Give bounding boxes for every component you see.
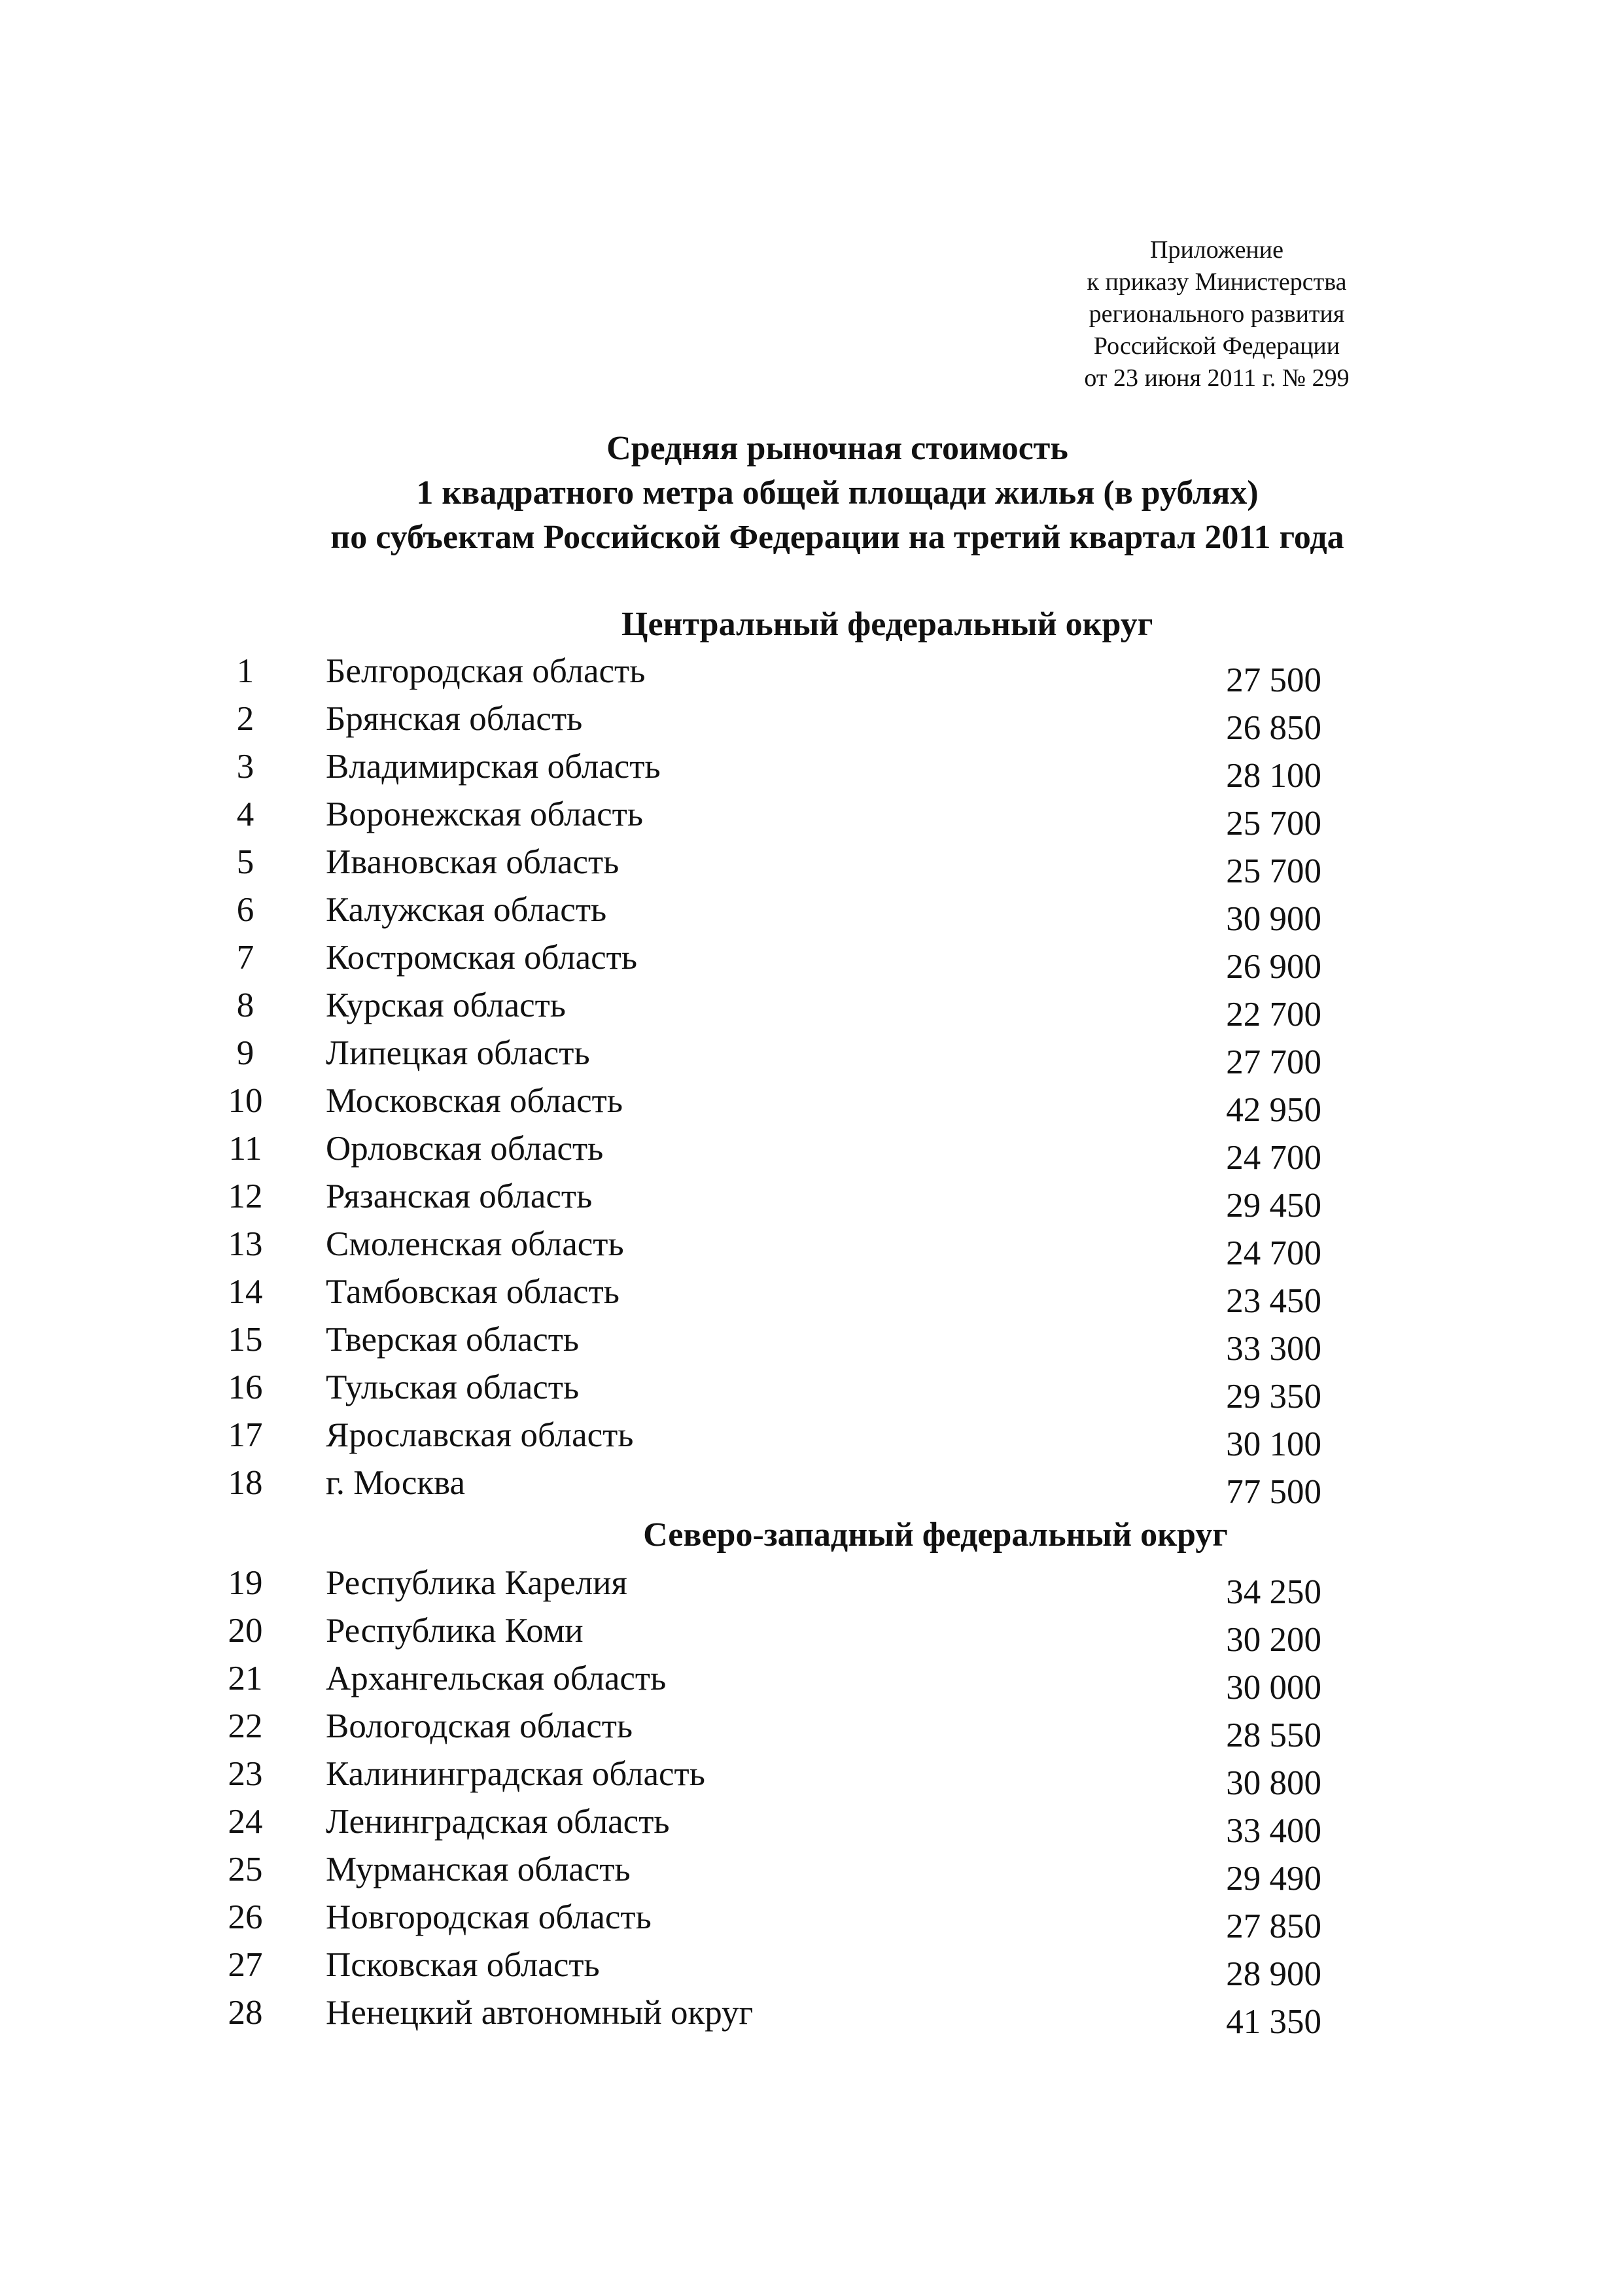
document-title — [196, 426, 1478, 560]
row-number: 11 — [228, 1130, 262, 1168]
region-name: Архангельская область — [326, 1660, 667, 1697]
region-name: Московская область — [326, 1082, 623, 1120]
row-number: 18 — [228, 1464, 263, 1502]
row-number: 9 — [236, 1034, 254, 1072]
region-name: Липецкая область — [326, 1034, 590, 1072]
table-row — [0, 795, 1623, 843]
section-title-northwest: Северо-западный федеральный округ — [643, 1516, 1228, 1554]
price-value: 25 700 — [1226, 852, 1321, 890]
row-number: 23 — [228, 1755, 263, 1793]
region-name: Псковская область — [326, 1946, 600, 1984]
row-number: 20 — [228, 1612, 263, 1650]
price-value: 30 000 — [1226, 1669, 1321, 1707]
row-number: 13 — [228, 1225, 263, 1263]
table-row — [0, 1368, 1623, 1416]
region-name: Костромская область — [326, 939, 637, 977]
region-name: Ивановская область — [326, 843, 620, 881]
row-number: 7 — [236, 939, 254, 977]
price-value: 25 700 — [1226, 805, 1321, 843]
price-value: 24 700 — [1226, 1139, 1321, 1177]
region-name: Брянская область — [326, 700, 583, 738]
table-row — [0, 843, 1623, 890]
region-name: Калужская область — [326, 891, 607, 929]
row-number: 15 — [228, 1321, 263, 1359]
price-value: 30 100 — [1226, 1425, 1321, 1463]
price-value: 28 900 — [1226, 1955, 1321, 1993]
region-name: Курская область — [326, 986, 566, 1024]
price-value: 26 850 — [1226, 709, 1321, 747]
price-value: 27 700 — [1226, 1043, 1321, 1081]
price-value: 22 700 — [1226, 996, 1321, 1034]
region-name: Тульская область — [326, 1368, 580, 1406]
table-row — [0, 1320, 1623, 1368]
table-row — [0, 652, 1623, 699]
row-number: 24 — [228, 1803, 263, 1841]
price-value: 24 700 — [1226, 1234, 1321, 1272]
appendix-block — [1053, 234, 1380, 394]
region-name: Ненецкий автономный округ — [326, 1994, 754, 2032]
row-number: 4 — [236, 795, 254, 833]
price-value: 29 490 — [1226, 1860, 1321, 1898]
row-number: 19 — [228, 1564, 263, 1602]
table-row — [0, 1034, 1623, 1081]
region-name: Белгородская область — [326, 652, 646, 690]
table-row — [0, 890, 1623, 938]
table-row — [0, 1659, 1623, 1707]
table-row — [0, 1225, 1623, 1272]
row-number: 2 — [236, 700, 254, 738]
price-value: 33 400 — [1226, 1812, 1321, 1850]
table-row — [0, 1898, 1623, 1945]
region-name: Калининградская область — [326, 1755, 705, 1793]
table-row — [0, 1611, 1623, 1659]
appendix-line: к приказу Министерства — [1087, 268, 1347, 296]
table-row — [0, 1707, 1623, 1754]
region-name: г. Москва — [326, 1464, 466, 1502]
row-number: 12 — [228, 1177, 263, 1215]
price-value: 27 850 — [1226, 1907, 1321, 1945]
row-number: 27 — [228, 1946, 263, 1984]
region-name: Ярославская область — [326, 1416, 634, 1454]
region-name: Смоленская область — [326, 1225, 624, 1263]
row-number: 3 — [236, 748, 254, 786]
title-line: по субъектам Российской Федерации на третий квартал 2011 года — [330, 519, 1344, 556]
table-row — [0, 938, 1623, 986]
appendix-line: регионального развития — [1089, 300, 1345, 328]
region-name: Тверская область — [326, 1321, 580, 1359]
price-value: 30 200 — [1226, 1621, 1321, 1659]
title-line: 1 квадратного метра общей площади жилья (в рублях) — [416, 474, 1259, 512]
table-row — [0, 1081, 1623, 1129]
price-value: 34 250 — [1226, 1573, 1321, 1611]
row-number: 16 — [228, 1368, 263, 1406]
price-value: 42 950 — [1226, 1091, 1321, 1129]
appendix-line: от 23 июня 2011 г. № 299 — [1084, 364, 1350, 392]
table-row — [0, 1802, 1623, 1850]
region-name: Республика Коми — [326, 1612, 584, 1650]
table-row — [0, 1563, 1623, 1611]
price-value: 33 300 — [1226, 1330, 1321, 1368]
row-number: 22 — [228, 1707, 263, 1745]
row-number: 8 — [236, 986, 254, 1024]
price-value: 29 350 — [1226, 1378, 1321, 1416]
row-number: 26 — [228, 1898, 263, 1936]
region-name: Ленинградская область — [326, 1803, 670, 1841]
region-name: Мурманская область — [326, 1851, 631, 1888]
region-name: Владимирская область — [326, 748, 661, 786]
table-row — [0, 1945, 1623, 1993]
row-number: 6 — [236, 891, 254, 929]
row-number: 10 — [228, 1082, 263, 1120]
region-name: Воронежская область — [326, 795, 643, 833]
price-value: 27 500 — [1226, 661, 1321, 699]
region-name: Вологодская область — [326, 1707, 633, 1745]
appendix-line: Приложение — [1150, 236, 1283, 264]
price-value: 77 500 — [1226, 1473, 1321, 1511]
section-title-central: Центральный федеральный округ — [621, 606, 1153, 643]
table-row — [0, 699, 1623, 747]
table-row — [0, 1416, 1623, 1463]
price-value: 30 900 — [1226, 900, 1321, 938]
table-row — [0, 1129, 1623, 1177]
table-row — [0, 1272, 1623, 1320]
price-value: 30 800 — [1226, 1764, 1321, 1802]
price-value: 41 350 — [1226, 2003, 1321, 2041]
price-value: 28 100 — [1226, 757, 1321, 795]
row-number: 1 — [236, 652, 254, 690]
row-number: 5 — [236, 843, 254, 881]
region-name: Орловская область — [326, 1130, 604, 1168]
row-number: 28 — [228, 1994, 263, 2032]
row-number: 21 — [228, 1660, 263, 1697]
table-row — [0, 747, 1623, 795]
row-number: 17 — [228, 1416, 263, 1454]
region-name: Республика Карелия — [326, 1564, 627, 1602]
table-row — [0, 986, 1623, 1034]
price-value: 23 450 — [1226, 1282, 1321, 1320]
row-number: 25 — [228, 1851, 263, 1888]
region-name: Рязанская область — [326, 1177, 593, 1215]
appendix-line: Российской Федерации — [1093, 332, 1340, 360]
table-row — [0, 1754, 1623, 1802]
region-name: Новгородская область — [326, 1898, 652, 1936]
table-row — [0, 1177, 1623, 1225]
table-row — [0, 1463, 1623, 1511]
price-value: 29 450 — [1226, 1187, 1321, 1225]
price-value: 28 550 — [1226, 1716, 1321, 1754]
row-number: 14 — [228, 1273, 263, 1311]
region-name: Тамбовская область — [326, 1273, 620, 1311]
title-line: Средняя рыночная стоимость — [606, 430, 1068, 467]
price-value: 26 900 — [1226, 948, 1321, 986]
table-row — [0, 1850, 1623, 1898]
table-row — [0, 1993, 1623, 2041]
